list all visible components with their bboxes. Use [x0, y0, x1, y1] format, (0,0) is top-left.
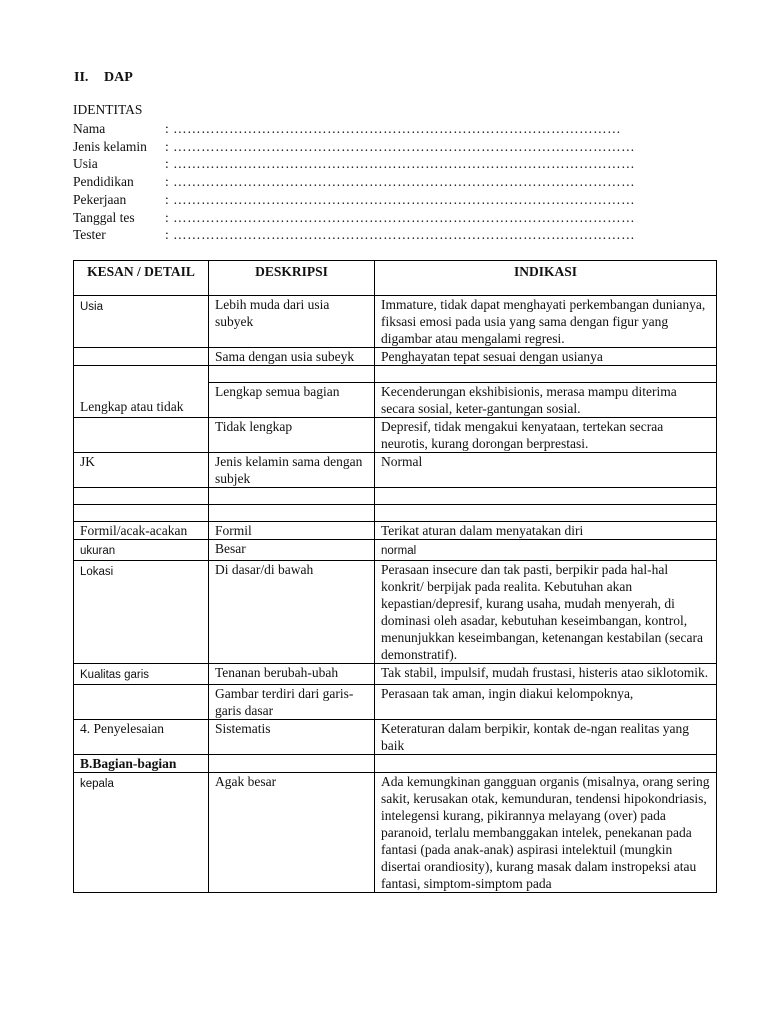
cell-indikasi: Ada kemungkinan gangguan organis (misalnya, orang sering sakit, kerusakan otak, kemunduran, tendensi hipokondriasis, intelegensi kurang, pikirannya melayang (over) pada paranoid, terlalu membanggakan intelek, penekanan pada fantasi (pada anak-anak) aspirasi intelektuil (mungkin disertai orandiosity), kurang masak dalam instropeksi atau fantasi, simptom-simptom pada [375, 773, 717, 893]
table-row [74, 418, 717, 453]
table-row [74, 773, 717, 893]
table-row [74, 522, 717, 540]
cell-indikasi: Perasaan insecure dan tak pasti, berpikir pada hal-hal konkrit/ berpijak pada realita. Kebutuhan akan kepastian/depresif, kurang usaha, mudah menyerah, di dominasi oleh asadar, kebutuhan keseimbangan, kontrol, menunjukkan keseimbangan, ketenangan kestabilan (secara demonstratif). [375, 561, 717, 664]
cell-deskripsi [209, 755, 375, 773]
table-row [74, 505, 717, 522]
field-dotted-line: : ……………………………………………………………………………………… [165, 209, 636, 225]
table-row [74, 561, 717, 664]
cell-deskripsi: Jenis kelamin sama dengan subjek [209, 453, 375, 488]
cell-kesan: B.Bagian-bagian [74, 755, 209, 773]
cell-indikasi [375, 755, 717, 773]
dap-interpretation-table [73, 260, 717, 893]
field-label: Pekerjaan [73, 191, 127, 207]
cell-deskripsi [209, 488, 375, 505]
cell-indikasi [375, 505, 717, 522]
cell-deskripsi: Di dasar/di bawah [209, 561, 375, 664]
cell-kesan: ukuran [74, 540, 209, 561]
field-dotted-line: : ……………………………………………………………………………………… [165, 156, 636, 172]
cell-indikasi [375, 488, 717, 505]
field-dotted-line: : ……………………………………………………………………………………… [165, 138, 636, 154]
cell-deskripsi: Tidak lengkap [209, 418, 375, 453]
table-row [74, 366, 717, 383]
header-deskripsi: DESKRIPSI [209, 261, 375, 296]
cell-kesan [74, 348, 209, 366]
table-row [74, 348, 717, 366]
cell-indikasi [375, 366, 717, 383]
field-tanggal-tes [73, 209, 660, 227]
cell-kesan: Kualitas garis [74, 664, 209, 685]
field-pendidikan [73, 173, 660, 191]
field-usia [73, 155, 660, 173]
cell-kesan: JK [74, 453, 209, 488]
header-indikasi: INDIKASI [375, 261, 717, 296]
field-dotted-line: : ……………………………………………………………………………………… [165, 191, 636, 207]
field-label: Pendidikan [73, 174, 134, 190]
cell-kesan [74, 488, 209, 505]
cell-indikasi: Terikat aturan dalam menyatakan diri [375, 522, 717, 540]
table-row [74, 296, 717, 348]
cell-indikasi: Tak stabil, impulsif, mudah frustasi, histeris atao siklotomik. [375, 664, 717, 685]
identitas-fields [73, 120, 660, 244]
field-pekerjaan [73, 191, 660, 209]
field-label: Nama [73, 121, 106, 136]
cell-deskripsi [209, 366, 375, 383]
cell-kesan: Usia [74, 296, 209, 348]
table-row [74, 720, 717, 755]
cell-deskripsi: Formil [209, 522, 375, 540]
cell-indikasi: normal [375, 540, 717, 561]
table-row [74, 540, 717, 561]
header-kesan-detail: KESAN / DETAIL [74, 261, 209, 296]
cell-indikasi: Keteraturan dalam berpikir, kontak de-ngan realitas yang baik [375, 720, 717, 755]
cell-indikasi: Penghayatan tepat sesuai dengan usianya [375, 348, 717, 366]
cell-deskripsi: Besar [209, 540, 375, 561]
section-number: II. [74, 70, 89, 85]
field-jenis-kelamin [73, 138, 660, 156]
field-label: Usia [73, 156, 98, 172]
field-dotted-line: : ……………………………………………………………………………………… [165, 174, 636, 190]
cell-kesan: Formil/acak-acakan [74, 522, 209, 540]
field-dotted-line: : ……………………………………………………………………………………… [165, 227, 636, 243]
table-row [74, 755, 717, 773]
cell-kesan [74, 418, 209, 453]
cell-kesan [74, 505, 209, 522]
cell-kesan [74, 366, 209, 418]
cell-kesan: kepala [74, 773, 209, 893]
cell-kesan [74, 685, 209, 720]
identitas-title: IDENTITAS [73, 102, 143, 117]
cell-indikasi: Depresif, tidak mengakui kenyataan, tertekan secraa neurotis, kurang dorongan berprestasi. [375, 418, 717, 453]
cell-kesan: 4. Penyelesaian [74, 720, 209, 755]
table-row [74, 488, 717, 505]
cell-deskripsi: Gambar terdiri dari garis-garis dasar [209, 685, 375, 720]
table-header-row [74, 261, 717, 296]
cell-deskripsi: Lebih muda dari usia subyek [209, 296, 375, 348]
table-row [74, 453, 717, 488]
cell-indikasi: Kecenderungan ekshibisionis, merasa mampu diterima secara sosial, keter-gantungan sosial. [375, 383, 717, 418]
cell-deskripsi: Tenanan berubah-ubah [209, 664, 375, 685]
table-row [74, 664, 717, 685]
field-label: Tanggal tes [73, 209, 135, 225]
cell-deskripsi [209, 505, 375, 522]
cell-indikasi: Perasaan tak aman, ingin diakui kelompoknya, [375, 685, 717, 720]
table-row [74, 685, 717, 720]
cell-kesan-text: Lengkap atau tidak [80, 399, 184, 414]
section-title: DAP [104, 70, 133, 85]
cell-deskripsi: Lengkap semua bagian [209, 383, 375, 418]
cell-deskripsi: Sistematis [209, 720, 375, 755]
cell-deskripsi: Agak besar [209, 773, 375, 893]
cell-indikasi: Immature, tidak dapat menghayati perkembangan dunianya, fiksasi emosi pada usia yang sama dengan figur yang digambar atau mengalami regresi. [375, 296, 717, 348]
cell-indikasi: Normal [375, 453, 717, 488]
field-nama [73, 120, 660, 138]
field-label: Tester [73, 227, 106, 243]
field-tester [73, 226, 660, 244]
cell-deskripsi: Sama dengan usia subeyk [209, 348, 375, 366]
cell-kesan: Lokasi [74, 561, 209, 664]
section-heading [74, 70, 133, 86]
field-label: Jenis kelamin [73, 138, 147, 154]
field-dotted-line: : …………………………………………………………………………………… [165, 121, 622, 136]
